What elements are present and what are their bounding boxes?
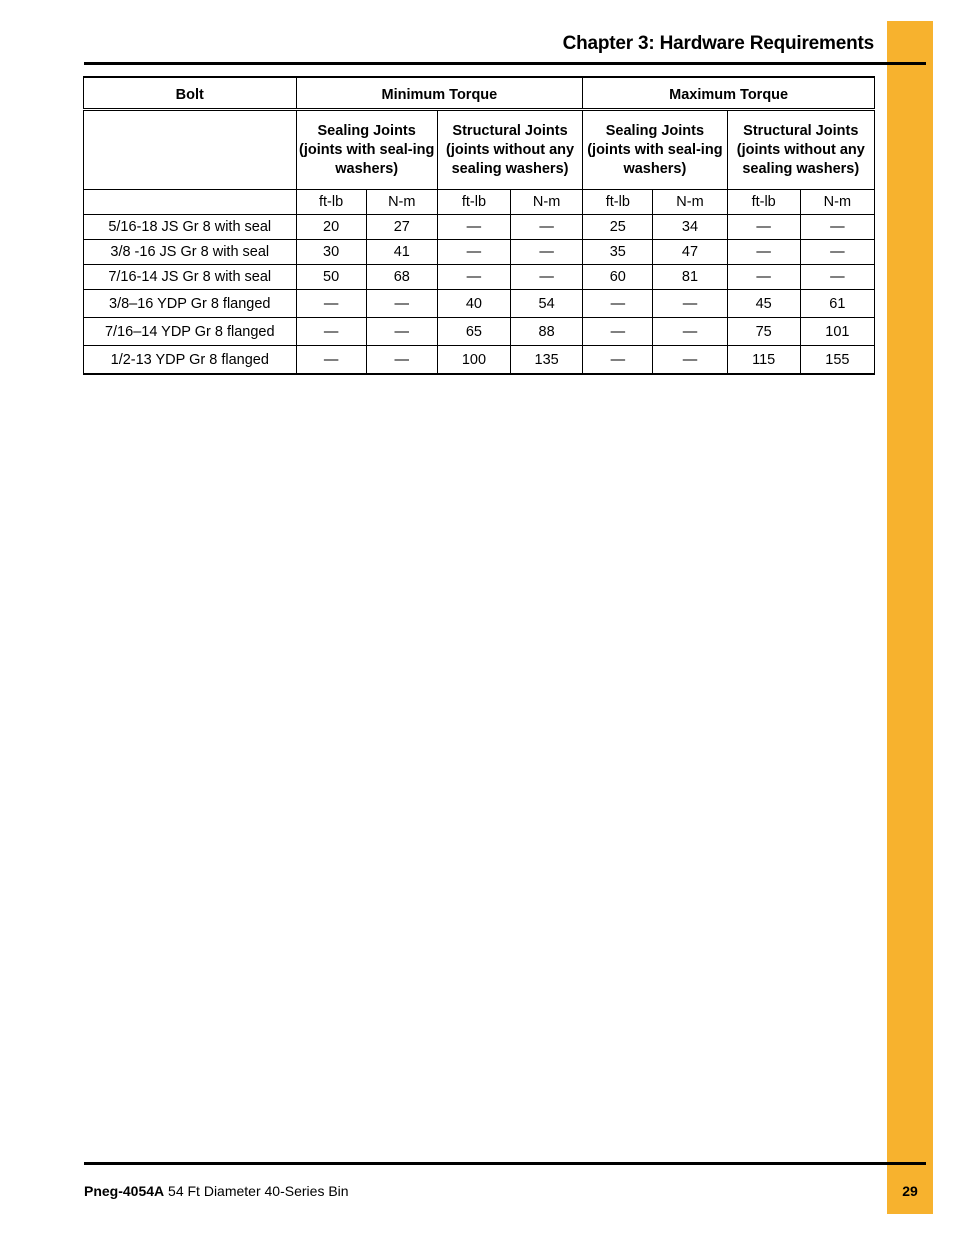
table-row [84,290,875,318]
value-cell: 155 [800,346,874,375]
bolt-name-cell: 7/16-14 JS Gr 8 with seal [84,265,297,290]
bolt-name-cell: 7/16–14 YDP Gr 8 flanged [84,318,297,346]
bolt-name-cell: 5/16-18 JS Gr 8 with seal [84,215,297,240]
chapter-title: Chapter 3: Hardware Requirements [562,33,874,54]
footer-doc-code: Pneg-4054A [84,1183,165,1199]
value-cell: 20 [296,215,366,240]
value-cell: 41 [366,240,437,265]
value-cell: 60 [583,265,653,290]
value-cell: 45 [727,290,800,318]
table-row [84,240,875,265]
value-cell: — [437,215,510,240]
value-cell: — [727,215,800,240]
value-cell: 65 [437,318,510,346]
value-cell: — [296,318,366,346]
value-cell: — [653,318,727,346]
header-min-sealing-joints: Sealing Joints (joints with seal-ing washers) [296,110,437,190]
page-number: 29 [902,1183,918,1199]
value-cell: 34 [653,215,727,240]
value-cell: — [583,290,653,318]
value-cell: — [296,290,366,318]
footer-document-info [84,1183,349,1199]
value-cell: — [366,318,437,346]
header-minimum-torque: Minimum Torque [296,77,583,110]
unit-cell: N-m [800,190,874,215]
value-cell: — [800,265,874,290]
value-cell: 81 [653,265,727,290]
value-cell: 40 [437,290,510,318]
header-maximum-torque: Maximum Torque [583,77,875,110]
value-cell: 115 [727,346,800,375]
table-row [84,346,875,375]
value-cell: 75 [727,318,800,346]
value-cell: 25 [583,215,653,240]
header-bolt-blank [84,110,297,190]
value-cell: 61 [800,290,874,318]
value-cell: 54 [511,290,583,318]
value-cell: — [727,240,800,265]
table-row [84,265,875,290]
header-rule [84,62,926,65]
value-cell: — [583,346,653,375]
value-cell: 101 [800,318,874,346]
footer-doc-title: 54 Ft Diameter 40-Series Bin [164,1183,349,1199]
unit-cell: ft-lb [727,190,800,215]
value-cell: — [653,290,727,318]
value-cell: — [366,346,437,375]
unit-cell: N-m [366,190,437,215]
bolt-name-cell: 3/8 -16 JS Gr 8 with seal [84,240,297,265]
torque-table [83,76,875,375]
value-cell: — [296,346,366,375]
value-cell: 47 [653,240,727,265]
value-cell: 135 [511,346,583,375]
value-cell: — [583,318,653,346]
footer-rule [84,1162,926,1165]
value-cell: 27 [366,215,437,240]
header-min-structural-joints: Structural Joints (joints without any sealing washers) [437,110,582,190]
value-cell: — [511,265,583,290]
value-cell: — [511,240,583,265]
unit-cell: ft-lb [296,190,366,215]
value-cell: — [800,240,874,265]
value-cell: — [800,215,874,240]
unit-cell: ft-lb [583,190,653,215]
header-max-sealing-joints: Sealing Joints (joints with seal-ing washers) [583,110,727,190]
table-row [84,318,875,346]
unit-cell: N-m [653,190,727,215]
value-cell: 68 [366,265,437,290]
unit-cell: N-m [511,190,583,215]
value-cell: — [437,265,510,290]
value-cell: 30 [296,240,366,265]
value-cell: — [437,240,510,265]
header-max-structural-joints: Structural Joints (joints without any sealing washers) [727,110,874,190]
value-cell: 88 [511,318,583,346]
value-cell: — [653,346,727,375]
table-row [84,215,875,240]
bolt-name-cell: 3/8–16 YDP Gr 8 flanged [84,290,297,318]
value-cell: — [511,215,583,240]
chapter-side-tab [887,21,933,1214]
value-cell: 35 [583,240,653,265]
unit-bolt-blank [84,190,297,215]
value-cell: — [727,265,800,290]
value-cell: 50 [296,265,366,290]
value-cell: 100 [437,346,510,375]
header-bolt: Bolt [84,77,297,110]
value-cell: — [366,290,437,318]
bolt-name-cell: 1/2-13 YDP Gr 8 flanged [84,346,297,375]
unit-cell: ft-lb [437,190,510,215]
